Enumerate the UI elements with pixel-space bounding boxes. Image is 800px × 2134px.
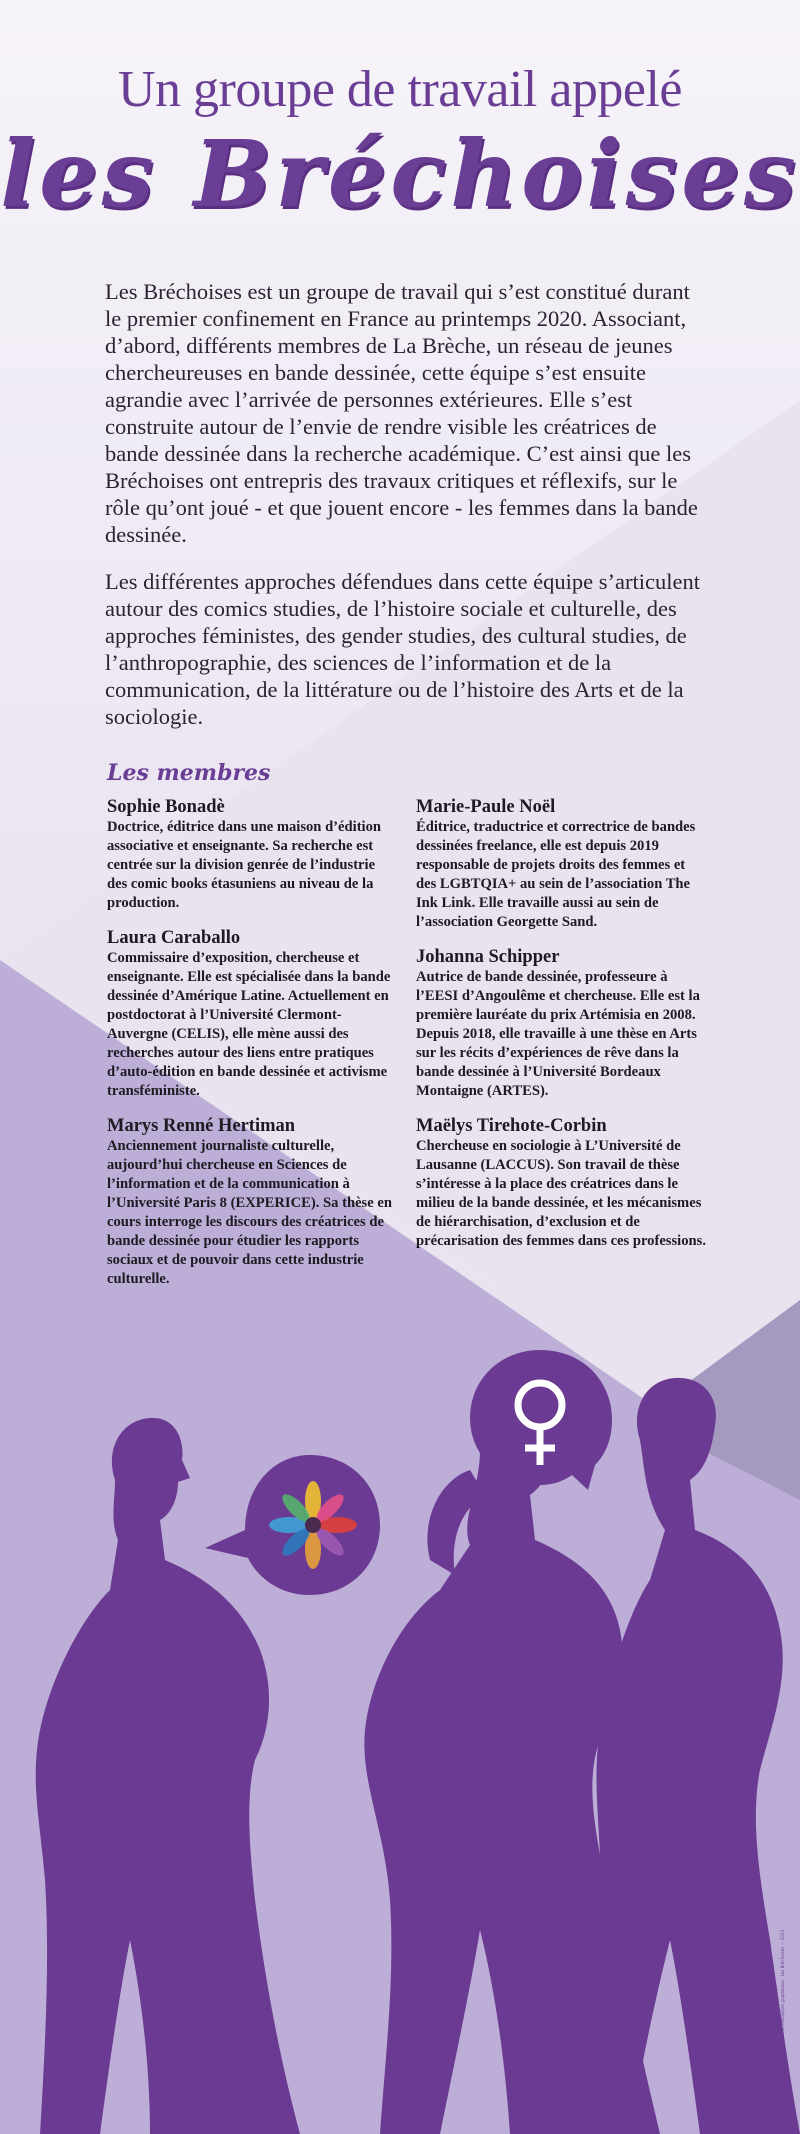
member-bio: Anciennement journaliste culturelle, aujourd’hui chercheuse en Sciences de l’information et de la communication à l’Université Paris 8 (EXPERICE). Sa thèse en cours interroge les discours des créatrices de bande dessinée pour étudier les rapports sociaux et de pouvoir dans cette industrie culturelle. (107, 1138, 392, 1287)
credits-text: Textes, idées, typographies, structures et conception graphiques : Les Bréchoises — 2023 (780, 1929, 785, 2110)
poster-title: les Bréchoises (0, 120, 800, 228)
intro-paragraph-2: Les différentes approches défendues dans cette équipe s’articulent autour des comics studies, de l’histoire sociale et culturelle, des approches féministes, des gender studies, des cultural studies, de l’anthropographie, des sciences de l’information et de la communication, de la littérature ou de l’histoire des Arts et de la sociologie. (105, 569, 700, 729)
intro-paragraph-1: Les Bréchoises est un groupe de travail qui s’est constitué durant le premier confinement en France au printemps 2020. Associant, d’abord, différents membres de La Brèche, un réseau de jeunes chercheureuses en bande dessinée, cette équipe s’est ensuite agrandie avec l’arrivée de personnes extérieures. Elle s’est construite autour de l’envie de rendre visible les créatrices de bande dessinée dans la recherche académique. C’est ainsi que les Bréchoises ont entrepris des travaux critiques et réflexifs, sur le rôle qu’ont joué - et que jouent encore - les femmes dans la bande dessinée. (105, 279, 698, 547)
member-bio: Chercheuse en sociologie à L’Université de Lausanne (LACCUS). Son travail de thèse s’intéresse à la place des créatrices dans le milieu de la bande dessinée, et les mécanismes de hiérarchisation, d’exclusion et de précarisation des femmes dans ces professions. (416, 1138, 706, 1249)
member-name: Johanna Schipper (416, 947, 560, 967)
member-bio: Commissaire d’exposition, chercheuse et enseignante. Elle est spécialisée dans la bande dessinée d’Amérique Latine. Actuellement en postdoctorat à l’Université Clermont-Auvergne (CELIS), elle mène aussi des recherches autour des liens entre pratiques d’auto-édition en bande dessinée et activisme transféministe. (107, 950, 391, 1099)
member-bio: Doctrice, éditrice dans une maison d’édition associative et enseignante. Sa recherche est centrée sur la division genrée de l’industrie des comic books étasuniens au niveau de la production. (107, 819, 382, 911)
member-name: Maëlys Tirehote-Corbin (416, 1116, 607, 1136)
member-name: Marys Renné Hertiman (107, 1116, 296, 1136)
member-name: Laura Caraballo (107, 928, 241, 948)
poster-subtitle: Un groupe de travail appelé (117, 61, 683, 118)
member-bio: Autrice de bande dessinée, professeure à l’EESI d’Angoulême et chercheuse. Elle est la première lauréate du prix Artémisia en 2008. Depuis 2018, elle travaille à une thèse en Arts sur les récits d’expériences de rêve dans la bande dessinée à l’Université Bordeaux Montaigne (ARTES). (416, 969, 700, 1099)
right-figure (580, 1378, 800, 2134)
member-name: Sophie Bonadè (107, 797, 225, 817)
members-heading: Les membres (107, 760, 271, 786)
member-name: Marie-Paule Noël (416, 797, 556, 817)
member-bio: Éditrice, traductrice et correctrice de bandes dessinées freelance, elle est depuis 2019 responsable de projets droits des femmes et des LGBTQIA+ au sein de l’association The Ink Link. Elle travaille aussi au sein de l’association Georgette Sand. (416, 819, 696, 930)
